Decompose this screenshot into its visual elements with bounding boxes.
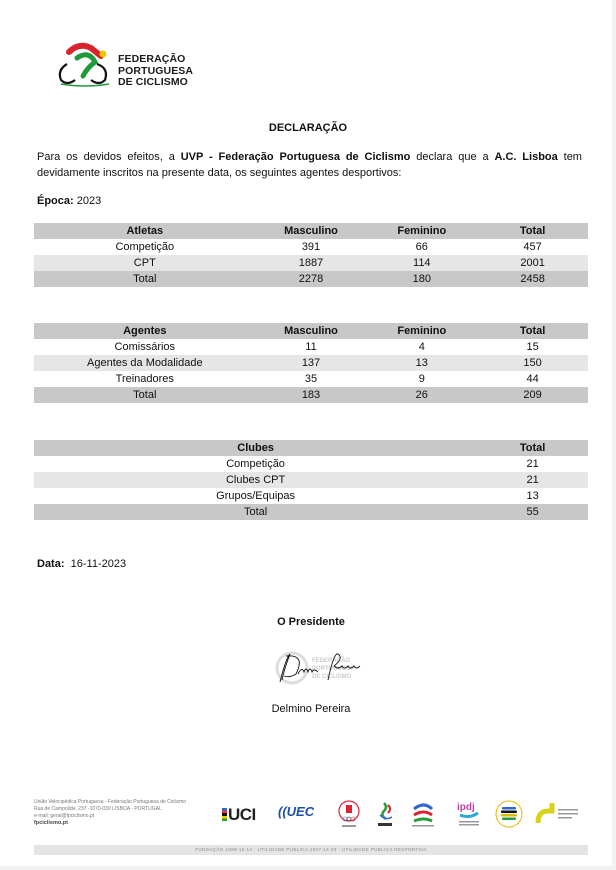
logo-line: DE CICLISMO (118, 76, 188, 88)
ipdj-logo-icon (454, 799, 484, 829)
cell: Clubes CPT (225, 474, 286, 486)
intro-text: tem devidamente inscritos na presente data, os seguintes agentes desportivos: (37, 151, 582, 179)
cell: 11 (305, 341, 317, 353)
table-row (34, 355, 588, 371)
svg-text:FEDERAÇÃO: FEDERAÇÃO (312, 658, 351, 664)
cell: 9 (418, 373, 425, 385)
cell: 150 (523, 357, 542, 369)
cell: 457 (523, 241, 542, 253)
season (37, 195, 101, 207)
cell: Total (243, 506, 268, 518)
cell: 2001 (520, 257, 545, 269)
website-link[interactable]: fpciclismo.pt (34, 820, 68, 826)
cell: Total (133, 273, 157, 285)
date-value: 16-11-2023 (70, 558, 127, 570)
logo-wordmark (118, 54, 193, 89)
cell: Competição (115, 241, 175, 253)
table-row (34, 472, 588, 488)
cell: Competição (226, 458, 285, 470)
svg-text:DE CICLISMO: DE CICLISMO (312, 674, 352, 680)
cell: 2458 (520, 273, 545, 285)
cell: 114 (413, 257, 431, 269)
signatory-name: Delmino Pereira (271, 703, 351, 715)
uci-logo (222, 805, 256, 825)
header-cell: Feminino (397, 225, 447, 237)
svg-text:ipdj: ipdj (457, 802, 475, 813)
cell: CPT (133, 257, 156, 269)
cell: 15 (526, 341, 539, 353)
cell: 35 (304, 373, 318, 385)
partner-logos (222, 797, 582, 831)
header-cell: Total (519, 442, 546, 454)
logo-line: FEDERAÇÃO (118, 53, 186, 65)
document-title: DECLARAÇÃO (268, 122, 348, 134)
intro-paragraph (37, 150, 582, 181)
olympic-committee-logo-icon (334, 799, 364, 829)
header-cell: Feminino (397, 325, 447, 337)
cell: 209 (523, 389, 542, 401)
uec-logo (278, 804, 314, 819)
cell: 391 (301, 241, 321, 253)
table-row (34, 488, 588, 504)
uci-label: UCI (228, 805, 256, 824)
footer-address (34, 799, 186, 827)
cell: Grupos/Equipas (216, 490, 296, 502)
cyclist-logo-icon (55, 38, 115, 90)
athletes-table (34, 223, 588, 287)
federation-logo (55, 38, 195, 90)
cell: Agentes da Modalidade (87, 357, 203, 369)
date-label: Data: (37, 558, 65, 570)
paralympic-committee-logo-icon (370, 799, 400, 829)
clubs-table (34, 440, 588, 520)
high-performance-center-logo-icon (534, 799, 582, 829)
agents-table (34, 323, 588, 403)
federation-name: UVP - Federação Portuguesa de Ciclismo (180, 151, 411, 163)
address-line: Rua de Campolide, 237 -1070-030 LISBOA - PORTUGAL (34, 806, 162, 812)
header-cell: Clubes (237, 442, 274, 454)
cell: 55 (526, 506, 539, 518)
cell: 180 (412, 273, 431, 285)
logo-line: PORTUGUESA (118, 64, 194, 77)
header-cell: Atletas (126, 225, 164, 237)
header-cell: Masculino (284, 325, 338, 337)
date (37, 558, 126, 570)
cell: 44 (526, 373, 539, 385)
table-row (34, 255, 588, 271)
cell: Comissários (114, 341, 176, 353)
cell: 1887 (298, 257, 324, 269)
signature-image (272, 648, 368, 686)
intro-text: Para os devidos efeitos, a (37, 151, 181, 163)
uec-label: UEC (286, 804, 315, 819)
cell: 137 (301, 357, 321, 369)
cell: 21 (526, 474, 539, 486)
cell: 4 (418, 341, 425, 353)
cell: 2278 (298, 273, 324, 285)
desporto-foundation-logo-icon (494, 799, 524, 829)
uci-stripes-icon (222, 808, 227, 821)
header-cell: Agentes (123, 325, 167, 337)
cell: 13 (526, 490, 539, 502)
svg-text:PORTUGUESA: PORTUGUESA (312, 666, 355, 672)
uec-swoosh-icon: (( (278, 804, 287, 819)
total-row (34, 271, 588, 287)
total-row (34, 504, 588, 520)
cell: 21 (526, 458, 539, 470)
table-header-row (34, 323, 588, 339)
club-name: A.C. Lisboa (494, 151, 558, 163)
header-cell: Total (519, 225, 546, 237)
table-row (34, 371, 588, 387)
table-row (34, 339, 588, 355)
header-cell: Masculino (284, 225, 338, 237)
sports-confederation-logo-icon (408, 799, 438, 829)
cell: 26 (415, 389, 428, 401)
email-line: e-mail: geral@fpciclismo.pt (34, 813, 95, 819)
cell: Treinadores (115, 373, 174, 385)
signature-icon (272, 648, 368, 686)
footer-banner: FUNDAÇÃO 1899-12-14 · UTILIDADE PÚBLICA 1927-12-23 · UTILIDADE PÚBLICA DESPORTIVA (34, 845, 588, 855)
address-line: União Velocipédica Portuguesa - Federação Portuguesa de Ciclismo (34, 799, 187, 805)
total-row (34, 387, 588, 403)
cell: 183 (301, 389, 321, 401)
season-value: 2023 (76, 195, 102, 207)
table-row (34, 456, 588, 472)
signatory-role: O Presidente (277, 616, 345, 628)
header-cell: Total (519, 325, 546, 337)
cell: 66 (415, 241, 428, 253)
table-row (34, 239, 588, 255)
season-label: Época: (37, 195, 74, 207)
table-header-row (34, 440, 588, 456)
cell: 13 (415, 357, 428, 369)
cell: Total (133, 389, 157, 401)
intro-text: declara que a (410, 151, 495, 163)
table-header-row (34, 223, 588, 239)
